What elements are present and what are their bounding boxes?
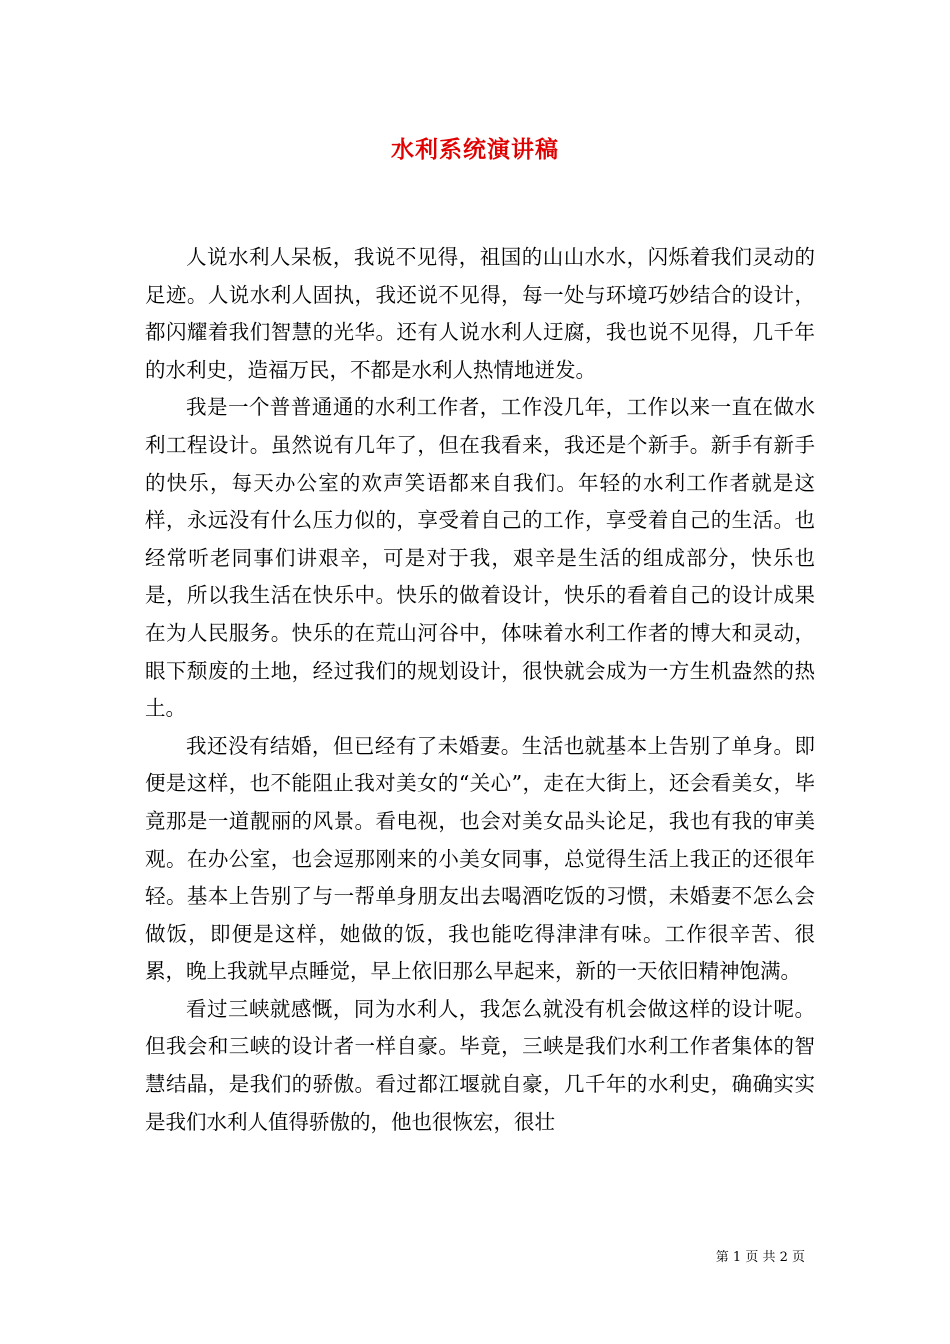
paragraph-3: 我还没有结婚，但已经有了未婚妻。生活也就基本上告别了单身。即便是这样，也不能阻止我对美女的“关心”，走在大街上，还会看美女，毕竟那是一道靓丽的风景。看电视，也会对美女品头论足，我也有我的审美观。在办公室，也会逗那刚来的小美女同事，总觉得生活上我正的还很年轻。基本上告别了与一帮单身朋友出去喝酒吃饭的习惯，未婚妻不怎么会做饭，即便是这样，她做的饭，我也能吃得津津有味。工作很辛苦、很累，晚上我就早点睡觉，早上依旧那么早起来，新的一天依旧精神饱满。 bbox=[145, 733, 815, 984]
paragraph-2: 我是一个普普通通的水利工作者，工作没几年，工作以来一直在做水利工程设计。虽然说有几年了，但在我看来，我还是个新手。新手有新手的快乐，每天办公室的欢声笑语都来自我们。年轻的水利工作者就是这样，永远没有什么压力似的，享受着自己的工作，享受着自己的生活。也经常听老同事们讲艰辛，可是对于我，艰辛是生活的组成部分，快乐也是，所以我生活在快乐中。快乐的做着设计，快乐的看着自己的设计成果在为人民服务。快乐的在荒山河谷中，体味着水利工作者的博大和灵动，眼下颓废的土地，经过我们的规划设计，很快就会成为一方生机盎然的热土。 bbox=[145, 395, 815, 721]
document-body bbox=[145, 239, 815, 1141]
document-title: 水利系统演讲稿 bbox=[391, 136, 559, 163]
page-number: 第 1 页 共 2 页 bbox=[715, 1250, 805, 1265]
paragraph-4: 看过三峡就感慨，同为水利人，我怎么就没有机会做这样的设计呢。但我会和三峡的设计者一样自豪。毕竟，三峡是我们水利工作者集体的智慧结晶，是我们的骄傲。看过都江堰就自豪，几千年的水利史，确确实实是我们水利人值得骄傲的，他也很恢宏，很壮 bbox=[145, 996, 815, 1134]
paragraph-1: 人说水利人呆板，我说不见得，祖国的山山水水，闪烁着我们灵动的足迹。人说水利人固执，我还说不见得，每一处与环境巧妙结合的设计，都闪耀着我们智慧的光华。还有人说水利人迂腐，我也说不见得，几千年的水利史，造福万民，不都是水利人热情地迸发。 bbox=[145, 245, 815, 382]
